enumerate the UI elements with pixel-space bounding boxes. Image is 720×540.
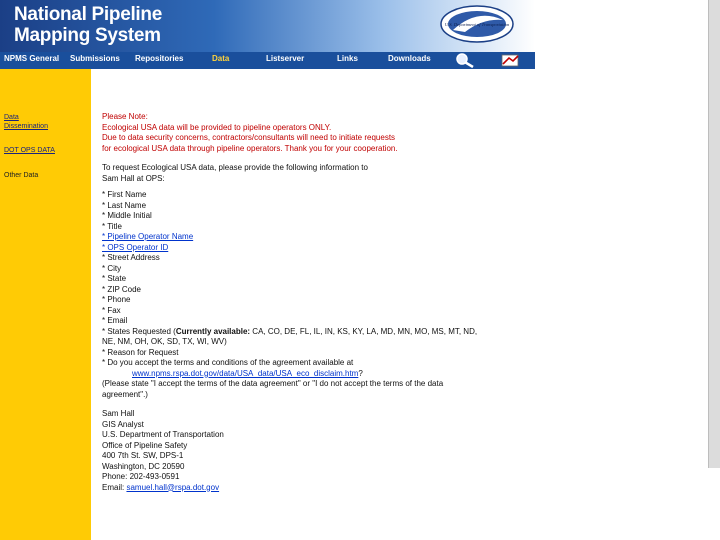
sidebar-item-dot-ops-data[interactable]: DOT OPS DATA [4,147,55,154]
nav-links[interactable]: Links [337,54,358,63]
site-header [0,0,535,52]
magnifier-search-icon[interactable] [454,53,476,68]
notice-title: Please Note: [102,112,148,121]
states-available-label: Currently available: [175,326,251,336]
contact-office: Office of Pipeline Safety [102,440,188,450]
field-street-address: * Street Address [102,253,160,262]
nav-data[interactable]: Data [212,54,230,63]
contact-phone: Phone: 202-493-0591 [102,472,180,481]
field-title: * Title [102,221,123,231]
agreement-statement-line-1: (Please state "I accept the terms of the data agreement" or "I do not accept the terms of the data [102,379,444,388]
field-first-name: * First Name [102,190,147,199]
field-middle-initial: * Middle Initial [102,211,152,220]
sidebar-item-other-data[interactable]: Other Data [4,172,39,179]
notice-line-3: for ecological USA data through pipeline operators. Thank you for your cooperation. [102,143,398,153]
field-agreement: * Do you accept the terms and conditions of the agreement available at [102,358,354,367]
nav-repositories[interactable]: Repositories [135,54,184,63]
states-list-2: NE, NM, OH, OK, SD, TX, WI, WV) [102,337,227,346]
field-phone: * Phone [102,295,131,304]
field-state: * State [102,274,127,283]
nav-submissions[interactable]: Submissions [70,54,120,63]
main-content [102,112,522,493]
seal-text: U.S. Department of Transportation [444,22,510,27]
agreement-link-line [102,369,522,380]
contact-city: Washington, DC 20590 [102,461,185,471]
field-pipeline-operator-name[interactable]: * Pipeline Operator Name [102,232,194,241]
main-nav [0,52,535,69]
agreement-link[interactable]: www.npms.rspa.dot.gov/data/USA_data/USA_eco_disclaim.htm [132,368,359,378]
field-last-name: * Last Name [102,200,147,210]
notice-block [102,112,522,154]
field-fax: * Fax [102,305,121,315]
contact-name: Sam Hall [102,409,135,418]
intro-line-2: Sam Hall at OPS: [102,173,165,183]
site-logo[interactable] [14,4,162,46]
field-email: * Email [102,316,128,325]
field-city: * City [102,263,122,273]
contact-email-link[interactable]: samuel.hall@rspa.dot.gov [126,482,220,492]
field-reason: * Reason for Request [102,347,179,357]
field-zip-code: * ZIP Code [102,284,141,294]
contact-role: GIS Analyst [102,419,144,429]
field-ops-operator-id[interactable]: * OPS Operator ID [102,242,169,252]
pipeline-map-icon[interactable] [500,53,522,68]
notice-line-1: Ecological USA data will be provided to pipeline operators ONLY. [102,122,332,132]
intro-line-1: To request Ecological USA data, please provide the following information to [102,163,368,172]
agreement-statement-line-2: agreement".) [102,389,148,399]
sidebar-data-dissemination-line2: Dissemination [4,123,48,130]
states-prefix: * States Requested ( [102,326,176,336]
contact-org: U.S. Department of Transportation [102,430,224,439]
logo-line-2: Mapping System [14,25,161,46]
states-list-1: CA, CO, DE, FL, IL, IN, KS, KY, LA, MD, MN, MO, MS, MT, ND, [250,326,478,336]
dot-seal-icon [437,4,517,44]
contact-email-line [102,483,522,494]
agreement-question-mark: ? [358,368,363,378]
contact-email-label: Email: [102,482,127,492]
contact-street: 400 7th St. SW, DPS-1 [102,451,184,460]
nav-downloads[interactable]: Downloads [388,54,431,63]
left-sidebar [0,69,91,540]
nav-listserver[interactable]: Listserver [266,54,305,63]
vertical-scrollbar[interactable] [708,0,720,468]
notice-line-2: Due to data security concerns, contractors/consultants will need to initiate requests [102,133,396,142]
sidebar-data-dissemination-line1: Data [4,114,19,121]
nav-npms-general[interactable]: NPMS General [4,54,60,63]
field-states-requested [102,327,522,338]
logo-line-1: National Pipeline [14,4,162,25]
sidebar-item-data-dissemination[interactable] [4,113,48,131]
